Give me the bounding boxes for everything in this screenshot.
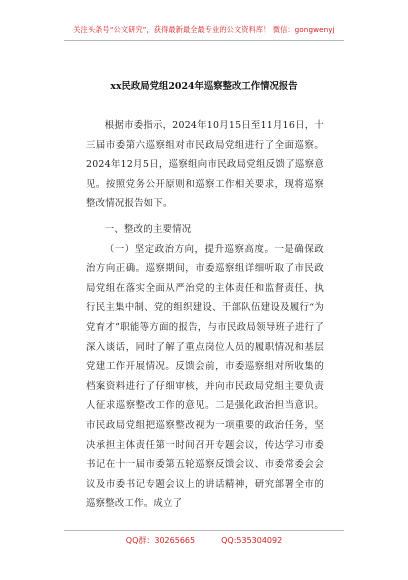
footer-contact [0,535,408,546]
header-notice: 关注头条号“公文研究”，获得最新最全最专业的公文资料库！ 微信：gongwenyj [73,25,335,34]
section-heading: 一、整改的主要情况 [104,223,192,235]
body-paragraph: （一）坚定政治方向，提升巡察高度。一是确保政治方向正确。巡察期间，市委巡察组详细听取了市民政局党组在落实全面从严治党的主体责任和监督责任、执行民主集中制、党的组织建设、干部队伍建设及履行“为党育才”职能等方面的报告，与市民政局领导班子进行了深入谈话，同时了解了重点岗位人员的履职情况和基层党建工作开展情况。反馈会前，市委巡察组对所收集的档案资料进行了仔细审核，并向市民政局党组主要负责人征求巡察整改工作的意见。二是强化政治担当意识。市民政局党组把巡察整改视为一项重要的政治任务，坚决承担主体责任第一时间召开专题会议，传达学习市委书记在十一届市委第五轮巡察反馈会议、市委常委会会议及市委书记专题会议上的讲话精神，研究部署全市的巡察整改工作。成立了 [86,243,324,510]
document-title: xx民政局党组2024年巡察整改工作情况报告 [110,81,298,92]
footer-qq-group: QQ群：30265665 [125,536,196,545]
header-divider [64,40,344,41]
document-body [86,116,324,514]
intro-paragraph: 根据市委指示，2024年10月15日至11月16日，十三届市委第六巡察组对市民政局党组进行了全面巡察。2024年12月5日，巡察组向市民政局党组反馈了巡察意见。按照党务公开原则和巡察工作相关要求，现将巡察整改情况报告如下。 [86,120,324,210]
footer-divider [64,530,344,531]
footer-qq: QQ:535304092 [221,536,283,545]
